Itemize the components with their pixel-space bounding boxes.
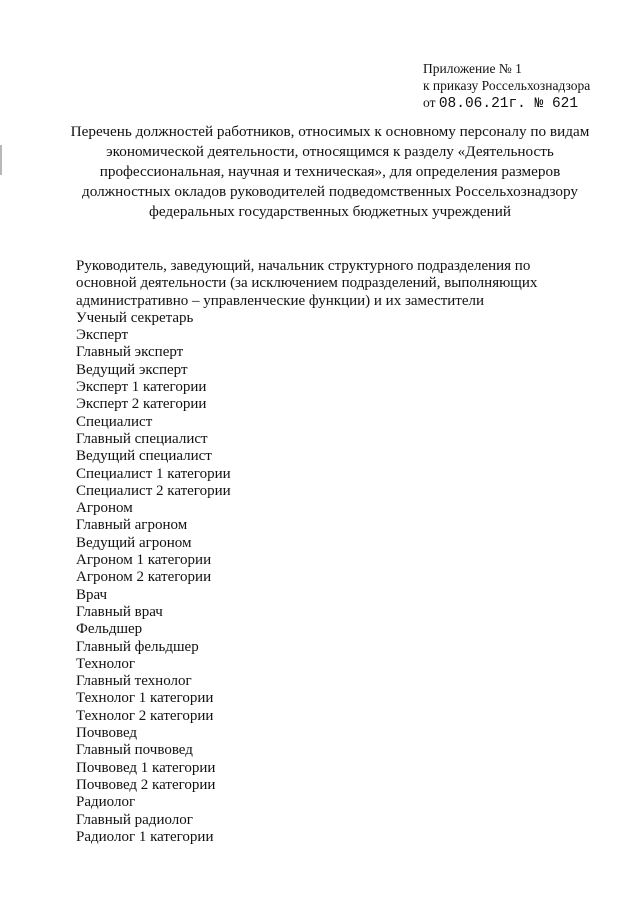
list-item: Специалист 2 категории (76, 482, 231, 499)
list-item: Ведущий специалист (76, 448, 212, 465)
list-item: Главный специалист (76, 430, 208, 447)
list-item: Врач (76, 586, 108, 603)
annex-order-date (423, 94, 590, 113)
list-item: Радиолог 1 категории (76, 828, 214, 845)
list-item: Почвовед 1 категории (76, 759, 216, 776)
document-title (60, 122, 600, 222)
list-item: Технолог (76, 655, 136, 672)
list-item: Фельдшер (76, 621, 143, 638)
list-item: Специалист 1 категории (76, 465, 231, 482)
list-item: Главный врач (76, 603, 163, 620)
list-item: Главный эксперт (76, 344, 184, 361)
title-line: экономической деятельности, относящимся к разделу «Деятельность (106, 143, 554, 160)
list-item: Главный фельдшер (76, 638, 199, 655)
list-item: Ведущий агроном (76, 534, 192, 551)
list-item: Эксперт 1 категории (76, 379, 207, 396)
positions-list (76, 258, 596, 846)
list-item: Радиолог (76, 794, 136, 811)
list-item: Главный агроном (76, 517, 188, 534)
list-item: Почвовед (76, 725, 138, 742)
scan-margin-mark (0, 145, 2, 175)
list-item: Эксперт 2 категории (76, 396, 207, 413)
annex-order-number: 08.06.21г. № 621 (438, 96, 579, 112)
title-line: должностных окладов руководителей подведомственных Россельхознадзору (81, 183, 579, 200)
list-item: Главный почвовед (76, 742, 193, 759)
list-item: Агроном 1 категории (76, 552, 212, 569)
list-item: Технолог 2 категории (76, 707, 214, 724)
list-item: Почвовед 2 категории (76, 776, 216, 793)
list-item: Руководитель, заведующий, начальник структурного подразделения по основной деятельности (за исключением подразделений, выполняющих административно – управленческие функции) и их заместители (76, 258, 538, 309)
list-item: Главный технолог (76, 673, 192, 690)
list-item: Агроном 2 категории (76, 569, 212, 586)
list-item: Эксперт (76, 327, 129, 344)
annex-order-ref: к приказу Россельхознадзора (423, 78, 591, 93)
list-item: Главный радиолог (76, 811, 193, 828)
annex-number: Приложение № 1 (423, 61, 522, 76)
list-item: Ученый секретарь (76, 309, 194, 326)
title-line: профессиональная, научная и техническая», для определения размеров (99, 163, 561, 180)
annex-date-prefix: от (423, 95, 436, 110)
list-item: Ведущий эксперт (76, 361, 188, 378)
title-line: Перечень должностей работников, относимых к основному персоналу по видам (70, 123, 590, 140)
annex-header (423, 60, 590, 113)
title-line: федеральных государственных бюджетных учреждений (149, 203, 511, 220)
list-item: Технолог 1 категории (76, 690, 214, 707)
list-item: Специалист (76, 413, 153, 430)
list-item: Агроном (76, 500, 133, 517)
